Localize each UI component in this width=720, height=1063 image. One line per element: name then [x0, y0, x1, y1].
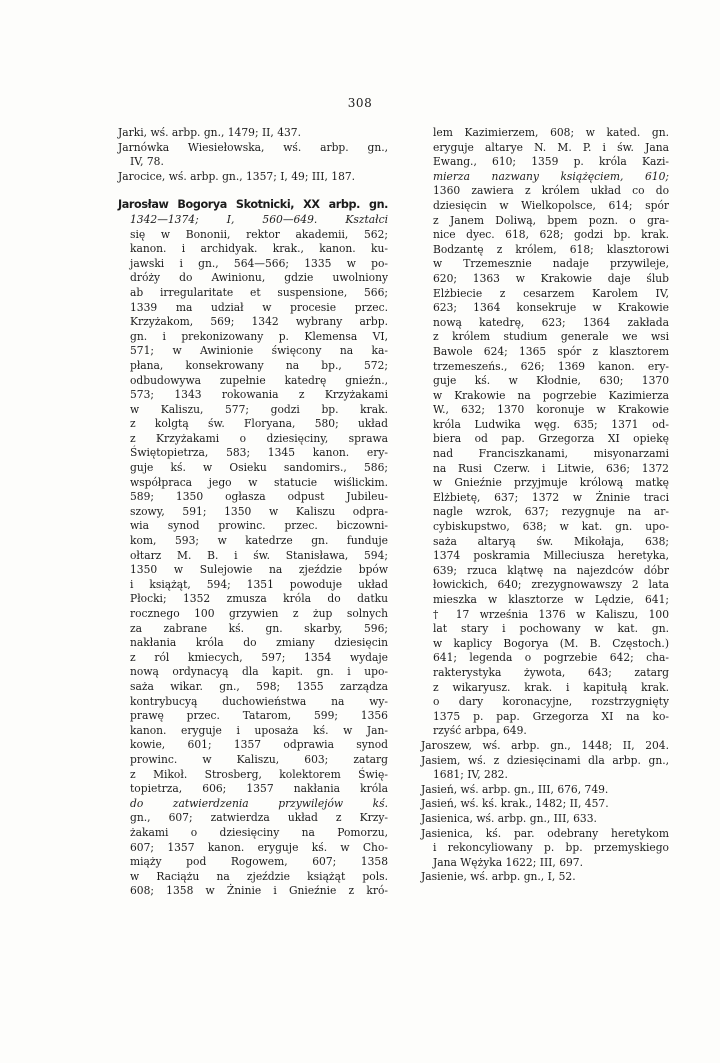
- entry-line: 607; 1357 kanon. eryguje kś. w Cho-: [130, 840, 388, 854]
- entry-line: odbudowywa zupełnie katedrę gnieźn.,: [130, 373, 388, 387]
- entry-line: w Kaliszu, 577; godzi bp. krak.: [130, 402, 388, 416]
- entry-line: † 17 września 1376 w Kaliszu, 100: [433, 607, 669, 621]
- entry-line: cybiskupstwo, 638; w kat. gn. upo-: [433, 520, 669, 534]
- entry-line: Jasień, wś. kś. krak., 1482; II, 457.: [421, 797, 609, 811]
- entry-line: kanon. i archidyak. krak., kanon. ku-: [130, 242, 388, 256]
- index-entry: [421, 870, 669, 885]
- entry-line: Jasienica, kś. par. odebrany heretykom: [421, 826, 669, 840]
- entry-line: lem Kazimierzem, 608; w kated. gn.: [433, 126, 669, 139]
- entry-line: 1374 poskramia Milleciusza heretyka,: [433, 549, 669, 563]
- entry-line: się w Bononii, rektor akademii, 562;: [130, 227, 388, 241]
- entry-line: Jasiem, wś. z dziesięcinami dla arbp. gn.,: [421, 753, 669, 767]
- entry-line: z Mikoł. Strosberg, kolektorem Świę-: [130, 767, 388, 781]
- entry-line: nakłania króla do zmiany dziesięcin: [130, 636, 388, 650]
- index-entry: [421, 754, 669, 783]
- entry-line: 571; w Awinionie święcony na ka-: [130, 344, 388, 358]
- entry-line: nową katedrę, 623; 1364 zakłada: [433, 315, 669, 329]
- entry-line: Bodzantę z królem, 618; klasztorowi: [433, 242, 669, 256]
- entry-line: Jana Wężyka 1622; III, 697.: [433, 855, 583, 869]
- entry-line: współpraca jego w statucie wiślickim.: [130, 475, 388, 489]
- entry-line: Płocki; 1352 zmusza króla do datku: [130, 592, 388, 606]
- page-number: 308: [347, 96, 373, 110]
- entry-line: z wikaryusz. krak. i kapitułą krak.: [433, 680, 669, 694]
- entry-line: 1339 ma udział w procesie przec.: [130, 300, 388, 314]
- entry-line: guje kś. w Osieku sandomirs., 586;: [130, 461, 388, 475]
- entry-line: na Rusi Czerw. i Litwie, 636; 1372: [433, 461, 669, 475]
- entry-line: 589; 1350 ogłasza odpust Jubileu-: [130, 490, 388, 504]
- entry-line: rzyść arbpa, 649.: [433, 724, 527, 738]
- entry-line: z ról kmiecych, 597; 1354 wydaje: [130, 650, 388, 664]
- entry-line: wia synod prowinc. przec. biczowni-: [130, 519, 388, 533]
- entry-line: szowy, 591; 1350 w Kaliszu odpra-: [130, 504, 388, 518]
- entry-line: biera od pap. Grzegorza XI opiekę: [433, 432, 669, 446]
- entry-line: W., 632; 1370 koronuje w Krakowie: [433, 403, 669, 417]
- entry-line: rocznego 100 grzywien z żup solnych: [130, 607, 388, 620]
- index-entry: [421, 797, 669, 812]
- entry-line: nice dyec. 618, 628; godzi bp. krak.: [433, 228, 669, 242]
- entry-line: i rekoncyliowany p. bp. przemyskiego: [433, 841, 669, 855]
- entry-line: miąży pod Rogowem, 607; 1358: [130, 855, 388, 869]
- entry-line: 1350 w Sulejowie na zjeździe bpów: [130, 563, 388, 577]
- entry-line: Ewang., 610; 1359 p. króla Kazi-: [433, 155, 669, 169]
- index-entry: [421, 812, 669, 827]
- entry-line: 573; 1343 rokowania z Krzyżakami: [130, 388, 388, 402]
- entry-line: z królem studium generale we wsi: [433, 330, 669, 344]
- entry-line: trzemeszeńs., 626; 1369 kanon. ery-: [433, 359, 669, 373]
- entry-line: 1342—1374; I, 560—649. Kształci: [130, 212, 388, 226]
- entry-line: Jarnówka Wiesiełowska, wś. arbp. gn.,: [118, 140, 388, 154]
- index-entry: [421, 739, 669, 754]
- entry-line: z Krzyżakami o dziesięciny, sprawa: [130, 431, 388, 445]
- index-entry-main: [118, 198, 388, 899]
- index-entry: [118, 141, 388, 170]
- entry-line: płana, konsekrowany na bp., 572;: [130, 358, 388, 372]
- entry-line: 1375 p. pap. Grzegorza XI na ko-: [433, 709, 669, 723]
- index-entry: [118, 126, 388, 141]
- entry-line: w Trzemesznie nadaje przywileje,: [433, 257, 669, 271]
- entry-line: Elżbietę, 637; 1372 w Żninie traci: [433, 490, 669, 504]
- entry-line: prowinc. w Kaliszu, 603; zatarg: [130, 752, 388, 766]
- entry-line: gn. i prekonizowany p. Klemensa VI,: [130, 329, 388, 343]
- entry-line: Jarki, wś. arbp. gn., 1479; II, 437.: [118, 126, 301, 139]
- entry-line: kowie, 601; 1357 odprawia synod: [130, 738, 388, 752]
- entry-line: nową ordynacyą dla kapit. gn. i upo-: [130, 665, 388, 679]
- entry-line: z kolgtą św. Floryana, 580; układ: [130, 417, 388, 431]
- entry-line: o dary koronacyjne, rozstrzygnięty: [433, 695, 669, 709]
- entry-line: kanon. eryguje i uposaża kś. w Jan-: [130, 723, 388, 737]
- index-entry: [118, 170, 388, 185]
- entry-line: eryguje altarye N. M. P. i św. Jana: [433, 140, 669, 154]
- entry-heading: Jarosław Bogorya Skotnicki, XX arbp. gn.: [118, 198, 388, 212]
- entry-line: gn., 607; zatwierdza układ z Krzy-: [130, 811, 388, 825]
- entry-line: żakami o dziesięciny na Pomorzu,: [130, 825, 388, 839]
- entry-line: Jasienie, wś. arbp. gn., I, 52.: [421, 870, 576, 884]
- entry-line: z Janem Doliwą, bpem pozn. o gra-: [433, 213, 669, 227]
- entry-line: kontrybucyą duchowieństwa na wy-: [130, 694, 388, 708]
- entry-line: topietrza, 606; 1357 nakłania króla: [130, 782, 388, 796]
- entry-line: kom, 593; w katedrze gn. funduje: [130, 534, 388, 548]
- entry-line: Jarocice, wś. arbp. gn., 1357; I, 49; III, 187.: [118, 169, 356, 183]
- left-column: [118, 126, 388, 899]
- entry-line: IV, 78.: [130, 155, 164, 169]
- entry-line: w kaplicy Bogorya (M. B. Częstoch.): [433, 636, 669, 650]
- entry-line: w Krakowie na pogrzebie Kazimierza: [433, 388, 669, 402]
- entry-line: nagle wzrok, 637; rezygnuje na ar-: [433, 505, 669, 519]
- entry-line: Świętopietrza, 583; 1345 kanon. ery-: [130, 446, 388, 460]
- right-column: [421, 126, 669, 885]
- entry-line: Jasień, wś. arbp. gn., III, 676, 749.: [421, 782, 609, 796]
- index-entry-continued: [421, 126, 669, 739]
- entry-line: łowickich, 640; zrezygnowawszy 2 lata: [433, 578, 669, 592]
- entry-line: 623; 1364 konsekruje w Krakowie: [433, 301, 669, 315]
- entry-line: Jaroszew, wś. arbp. gn., 1448; II, 204.: [421, 738, 669, 752]
- entry-line: Jasienica, wś. arbp. gn., III, 633.: [421, 811, 597, 825]
- entry-line: króla Ludwika węg. 635; 1371 od-: [433, 417, 669, 431]
- entry-line: 608; 1358 w Żninie i Gnieźnie z kró-: [130, 884, 388, 898]
- entry-line: mieszka w klasztorze w Lędzie, 641;: [433, 593, 669, 606]
- entry-line: i książąt, 594; 1351 powoduje układ: [130, 577, 388, 591]
- entry-line: 641; legenda o pogrzebie 642; cha-: [433, 651, 669, 665]
- entry-line: 620; 1363 w Krakowie daje ślub: [433, 271, 669, 285]
- entry-line: guje kś. w Kłodnie, 630; 1370: [433, 374, 669, 388]
- entry-line: 639; rzuca klątwę na najezdców dóbr: [433, 563, 669, 577]
- entry-line: ołtarz M. B. i św. Stanisława, 594;: [130, 548, 388, 562]
- entry-line: mierza nazwany książęciem, 610;: [433, 169, 669, 183]
- entry-line: w Raciążu na zjeździe książąt pols.: [130, 869, 388, 883]
- entry-line: jawski i gn., 564—566; 1335 w po-: [130, 256, 388, 270]
- entry-line: ab irregularitate et suspensione, 566;: [130, 285, 388, 299]
- entry-line: dróży do Awinionu, gdzie uwolniony: [130, 271, 388, 285]
- entry-line: dziesięcin w Wielkopolsce, 614; spór: [433, 198, 669, 212]
- entry-line: rakterystyka żywota, 643; zatarg: [433, 665, 669, 679]
- entry-line: do zatwierdzenia przywilejów kś.: [130, 796, 388, 810]
- index-entry: [421, 827, 669, 871]
- entry-line: Bawole 624; 1365 spór z klasztorem: [433, 344, 669, 358]
- entry-line: prawę przec. Tatarom, 599; 1356: [130, 709, 388, 723]
- entry-line: lat stary i pochowany w kat. gn.: [433, 622, 669, 636]
- entry-line: za zabrane kś. gn. skarby, 596;: [130, 621, 388, 635]
- entry-line: nad Franciszkanami, misyonarzami: [433, 447, 669, 461]
- entry-line: 1360 zawiera z królem układ co do: [433, 184, 669, 198]
- entry-line: w Gnieźnie przyjmuje królową matkę: [433, 476, 669, 490]
- entry-line: Elżbiecie z cesarzem Karolem IV,: [433, 286, 669, 300]
- entry-line: 1681; IV, 282.: [433, 768, 508, 782]
- index-entry: [421, 783, 669, 798]
- entry-line: saża altaryą św. Mikołaja, 638;: [433, 534, 669, 548]
- entry-line: Krzyżakom, 569; 1342 wybrany arbp.: [130, 315, 388, 329]
- entry-line: saża wikar. gn., 598; 1355 zarządza: [130, 679, 388, 693]
